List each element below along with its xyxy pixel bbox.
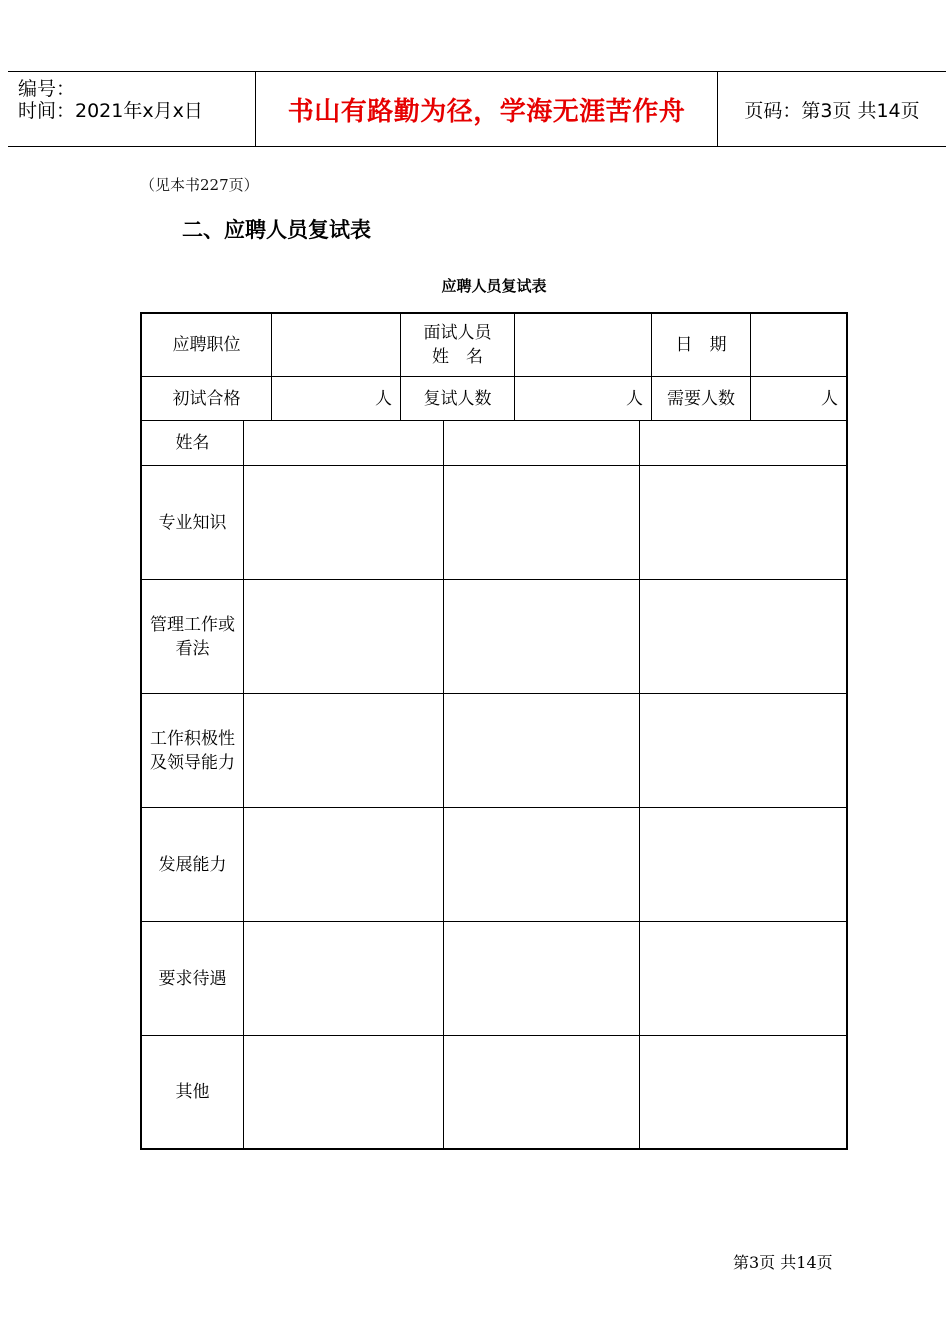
date-field[interactable] — [751, 314, 846, 376]
candidate-name-field[interactable] — [640, 421, 846, 465]
header-motto: 书山有路勤为径，学海无涯苦作舟 — [287, 96, 686, 127]
interviewer-field[interactable] — [515, 314, 651, 376]
interviewer-label: 面试人员 姓 名 — [423, 323, 492, 367]
column-divider — [639, 420, 640, 1148]
criterion-initiative-leadership: 工作积极性 及领导能力 — [150, 728, 235, 773]
retest-count-label: 复试人数 — [423, 388, 492, 409]
candidate-name-field[interactable] — [444, 421, 639, 465]
needed-count-field[interactable]: 人 — [821, 388, 838, 409]
criterion-salary-expectation: 要求待遇 — [158, 968, 227, 989]
needed-count-label: 需要人数 — [667, 388, 735, 409]
position-label: 应聘职位 — [172, 335, 241, 355]
section-heading: 二、应聘人员复试表 — [182, 218, 371, 242]
retest-count-field[interactable]: 人 — [626, 388, 643, 409]
row-divider — [142, 807, 846, 808]
row-divider — [142, 921, 846, 922]
candidate-name-label: 姓名 — [175, 433, 210, 453]
position-field[interactable] — [272, 314, 400, 376]
header-meta — [18, 78, 203, 122]
criterion-development-ability: 发展能力 — [158, 854, 227, 875]
book-reference: （见本书227页） — [140, 176, 259, 194]
time-label: 时间：2021年x月x日 — [18, 100, 203, 122]
criterion-professional-knowledge: 专业知识 — [158, 512, 227, 533]
header-page-number: 页码：第3页 共14页 — [744, 99, 920, 122]
date-label: 日 期 — [675, 335, 727, 355]
column-divider — [443, 420, 444, 1148]
candidate-name-field[interactable] — [244, 421, 443, 465]
criterion-management-views: 管理工作或 看法 — [150, 614, 235, 659]
first-pass-label: 初试合格 — [172, 388, 241, 409]
criterion-other: 其他 — [175, 1082, 210, 1102]
retest-form-table — [140, 312, 848, 1150]
row-divider — [142, 579, 846, 580]
serial-number-label: 编号： — [18, 78, 76, 100]
column-divider — [243, 420, 244, 1148]
form-title: 应聘人员复试表 — [441, 277, 547, 295]
row-divider — [142, 465, 846, 466]
row-divider — [142, 693, 846, 694]
first-pass-count-field[interactable]: 人 — [375, 388, 392, 409]
page-header — [8, 71, 946, 147]
row-divider — [142, 1035, 846, 1036]
footer-page-number: 第3页 共14页 — [733, 1253, 833, 1272]
